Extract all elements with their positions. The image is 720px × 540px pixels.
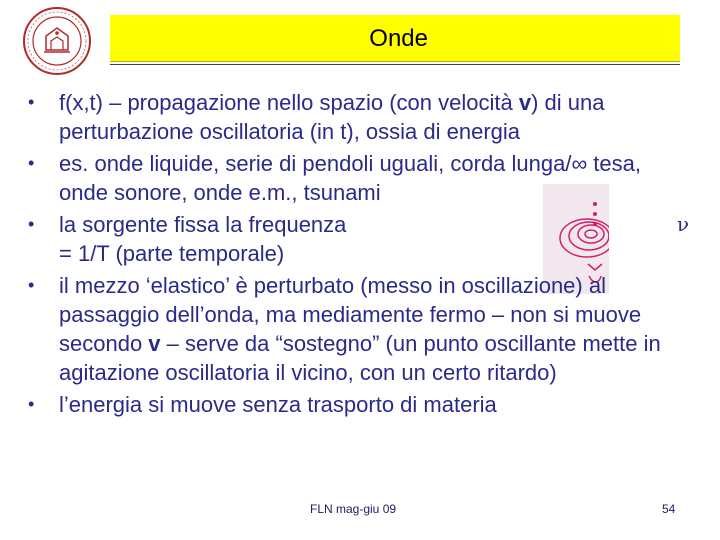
bullet-list [28,88,693,419]
bullet-dot: • [28,153,35,173]
bullet-text: ) di una perturbazione oscillatoria (in t), ossia di energia [59,90,605,144]
bullet-text: – serve da “sostegno” (un punto oscillante mette in agitazione oscillatoria il vicino, con un certo ritardo) [59,331,661,385]
slide-title: Onde [369,25,428,52]
university-seal-icon [22,6,92,76]
bullet-text: la sorgente fissa la frequenza [59,212,347,237]
footer-course-label: FLN mag-giu 09 [310,502,397,516]
bullet-text: = 1/T (parte temporale) [59,241,285,266]
bullet-item [28,88,693,146]
frequency-symbol: ν [676,212,689,236]
page-number: 54 [662,502,676,516]
bullet-text: l’energia si muove senza trasporto di materia [59,392,497,417]
bullet-dot: • [28,214,35,234]
bullet-dot: • [28,275,35,295]
title-divider [110,64,680,65]
bullet-text: il mezzo ‘elastico’ è perturbato (messo in oscillazione) al passaggio dell’onda, ma mediamente fermo – non si muove secondo [59,273,642,356]
bullet-text: f(x,t) – propagazione nello spazio (con velocità [59,90,519,115]
bullet-item [28,149,693,207]
velocity-symbol: v [148,331,161,356]
bullet-item [28,390,693,419]
bullet-item [28,210,693,268]
title-bar [110,15,680,62]
bullet-item [28,271,693,387]
bullet-dot: • [28,92,35,112]
bullet-dot: • [28,394,35,414]
bullet-text: es. onde liquide, serie di pendoli uguali, corda lunga/∞ tesa, onde sonore, onde e.m., tsunami [59,151,641,205]
velocity-symbol: v [518,90,532,115]
